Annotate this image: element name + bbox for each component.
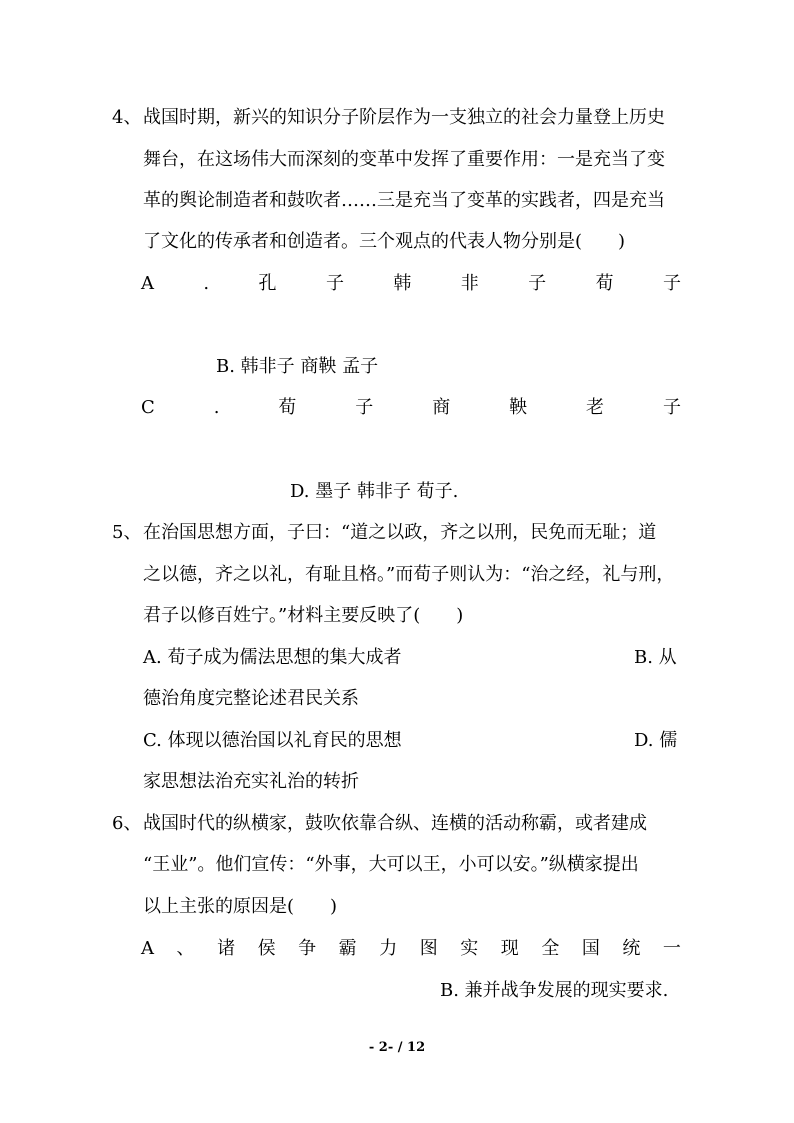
option-a-char: 国 <box>581 938 600 959</box>
option-a-char: 力 <box>379 938 398 959</box>
question-4-stem-line-2: 舞台，在这场伟大而深刻的变革中发挥了重要作用：一是充当了变 <box>143 149 665 170</box>
option-a-char: 荀 <box>595 273 614 294</box>
question-5-option-b-continued: 德治角度完整论述君民关系 <box>143 688 359 709</box>
question-5-option-b-start: B. 从 <box>634 647 677 668</box>
option-a-letter: A <box>141 938 154 959</box>
option-a-char: 争 <box>298 938 317 959</box>
question-5-stem-line-1: 在治国思想方面，子曰：“道之以政，齐之以刑，民免而无耻；道 <box>143 522 657 543</box>
option-a-char: 子 <box>528 273 547 294</box>
question-5-stem-line-3: 君子以修百姓宁。”材料主要反映了( ) <box>143 605 464 626</box>
option-a-char: 实 <box>460 938 479 959</box>
question-6-stem-line-2: “王业”。他们宣传：“外事，大可以王，小可以安。”纵横家提出 <box>143 854 639 875</box>
option-a-char: 诸 <box>217 938 236 959</box>
question-6-option-a <box>141 937 681 961</box>
option-c-char: 子 <box>662 397 681 418</box>
option-c-char: 荀 <box>278 397 297 418</box>
option-a-char: 子 <box>662 273 681 294</box>
option-a-char: 霸 <box>338 938 357 959</box>
question-4-stem-line-4: 了文化的传承者和创造者。三个观点的代表人物分别是( ) <box>143 231 626 252</box>
option-a-char: 非 <box>460 273 479 294</box>
option-a-char: 孔 <box>258 273 277 294</box>
option-a-mark: 、 <box>176 938 195 959</box>
option-c-char: 商 <box>432 397 451 418</box>
question-4-option-a <box>141 272 681 296</box>
option-a-char: 一 <box>662 938 681 959</box>
question-4-stem-line-1: 战国时期，新兴的知识分子阶层作为一支独立的社会力量登上历史 <box>143 107 665 128</box>
question-5-option-d-continued: 家思想法治充实礼治的转折 <box>143 771 359 792</box>
option-a-char: 侯 <box>257 938 276 959</box>
question-6-number: 6、 <box>112 813 142 834</box>
question-6-stem-line-1: 战国时代的纵横家，鼓吹依靠合纵、连横的活动称霸，或者建成 <box>143 813 647 834</box>
option-c-char: 老 <box>586 397 605 418</box>
option-a-char: 现 <box>500 938 519 959</box>
question-5-option-c: C. 体现以德治国以礼育民的思想 <box>143 730 402 751</box>
question-4-stem-line-3: 革的舆论制造者和鼓吹者……三是充当了变革的实践者，四是充当 <box>143 190 665 211</box>
question-4-number: 4、 <box>112 107 142 128</box>
question-5-option-a: A. 荀子成为儒法思想的集大成者 <box>143 647 402 668</box>
option-a-char: 统 <box>622 938 641 959</box>
option-a-char: 图 <box>419 938 438 959</box>
question-6-stem-line-3: 以上主张的原因是( ) <box>143 896 338 917</box>
question-6-option-b: B. 兼并战争发展的现实要求. <box>440 980 669 1001</box>
question-4-option-c <box>141 396 681 420</box>
option-c-letter: C <box>141 397 155 418</box>
option-a-char: 韩 <box>393 273 412 294</box>
question-4-option-b: B. 韩非子 商鞅 孟子 <box>216 356 379 377</box>
question-4-option-d: D. 墨子 韩非子 荀子. <box>290 481 459 502</box>
page-number-footer: - 2- / 12 <box>368 1040 426 1055</box>
option-c-char: 子 <box>355 397 374 418</box>
option-c-dot: . <box>213 397 220 418</box>
question-5-stem-line-2: 之以德，齐之以礼，有耻且格。”而荀子则认为：“治之经，礼与刑， <box>143 564 675 585</box>
option-a-char: 全 <box>541 938 560 959</box>
option-a-letter: A <box>141 273 154 294</box>
option-a-dot: . <box>203 273 210 294</box>
option-c-char: 鞅 <box>509 397 528 418</box>
question-5-option-d-start: D. 儒 <box>634 730 678 751</box>
question-5-number: 5、 <box>112 522 142 543</box>
option-a-char: 子 <box>325 273 344 294</box>
